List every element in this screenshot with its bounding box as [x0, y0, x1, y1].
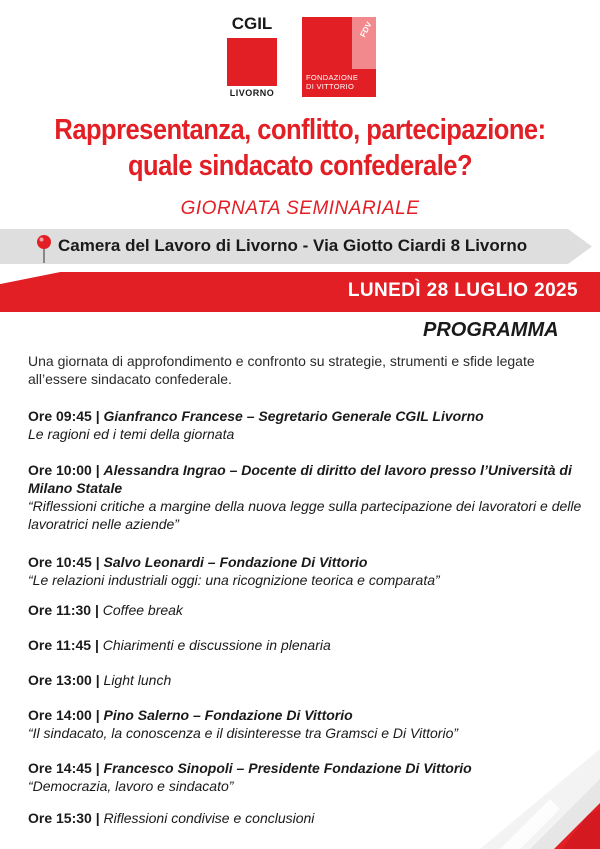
page-title-line2: quale sindacato confederale? [127, 150, 473, 182]
schedule-entry: Ore 14:00 | Pino Salerno – Fondazione Di Vittorio “Il sindacato, la conoscenza e il disinteresse tra Gramsci e Di Vittorio” [28, 706, 588, 742]
schedule-entry: Ore 10:00 | Alessandra Ingrao – Docente di diritto del lavoro presso l’Università di Milano Statale “Riflessioni critiche a margine della nuova legge sulla partecipazione dei lavoratori e delle lavoratrici nelle aziende” [28, 461, 588, 533]
entry-description: Light lunch [103, 672, 172, 688]
decorative-corner [470, 739, 600, 849]
entry-description: “Democrazia, lavoro e sindacato” [28, 778, 234, 794]
entry-time: Ore 11:45 [28, 637, 92, 653]
cgil-logo-square [227, 38, 277, 86]
fdv-logo [302, 17, 376, 97]
programma-heading: PROGRAMMA [423, 319, 559, 341]
page-subtitle: GIORNATA SEMINARIALE [180, 198, 420, 219]
schedule-entry: Ore 14:45 | Francesco Sinopoli – Presidente Fondazione Di Vittorio “Democrazia, lavoro e sindacato” [28, 759, 588, 795]
fdv-logo-name-line2: DI VITTORIO [306, 82, 355, 91]
entry-speaker: Alessandra Ingrao – Docente di diritto del lavoro presso l’Università di Milano Statale [28, 462, 572, 496]
page-title-line1: Rappresentanza, conflitto, partecipazione: [54, 114, 546, 146]
entry-speaker: Francesco Sinopoli – Presidente Fondazione Di Vittorio [103, 760, 472, 776]
entry-description: Chiarimenti e discussione in plenaria [102, 637, 331, 653]
entry-time: Ore 14:00 [28, 707, 92, 723]
entry-speaker: Gianfranco Francese – Segretario Generale CGIL Livorno [103, 408, 484, 424]
entry-description: “Riflessioni critiche a margine della nuova legge sulla partecipazione dei lavoratori e delle lavoratrici nelle aziende” [28, 498, 582, 532]
entry-speaker: Salvo Leonardi – Fondazione Di Vittorio [103, 554, 368, 570]
entry-time: Ore 14:45 [28, 760, 92, 776]
schedule-entry: Ore 09:45 | Gianfranco Francese – Segretario Generale CGIL Livorno Le ragioni ed i temi della giornata [28, 407, 588, 443]
entry-description: Riflessioni condivise e conclusioni [103, 810, 315, 826]
entry-time: Ore 13:00 [28, 672, 92, 688]
entry-time: Ore 15:30 [28, 810, 92, 826]
schedule-entry: Ore 15:30 | Riflessioni condivise e conclusioni [28, 810, 315, 826]
location-text: Camera del Lavoro di Livorno - Via Giotto Ciardi 8 Livorno [58, 236, 528, 255]
entry-description: Coffee break [102, 602, 183, 618]
date-text: LUNEDÌ 28 LUGLIO 2025 [347, 280, 578, 301]
entry-time: Ore 10:00 [28, 462, 92, 478]
cgil-logo-city: LIVORNO [229, 88, 275, 98]
entry-time: Ore 11:30 [28, 602, 92, 618]
entry-description: “Le relazioni industriali oggi: una ricognizione teorica e comparata” [28, 572, 440, 588]
schedule-entry: Ore 10:45 | Salvo Leonardi – Fondazione Di Vittorio “Le relazioni industriali oggi: una ricognizione teorica e comparata” [28, 553, 588, 589]
map-pin-icon [35, 234, 53, 264]
fdv-logo-name [306, 73, 358, 91]
entry-description: “Il sindacato, la conoscenza e il disinteresse tra Gramsci e Di Vittorio” [28, 725, 459, 741]
page-title [36, 112, 564, 184]
fdv-logo-mark: FDV [358, 20, 374, 39]
entry-time: Ore 09:45 [28, 408, 92, 424]
intro-text: Una giornata di approfondimento e confronto su strategie, strumenti e sfide legate all’essere sindacato confederale. [28, 353, 535, 387]
schedule-entry: Ore 11:30 | Coffee break [28, 602, 183, 618]
cgil-logo-name: CGIL [231, 14, 273, 33]
schedule-entry: Ore 13:00 | Light lunch [28, 672, 172, 688]
fdv-logo-name-line1: FONDAZIONE [306, 73, 359, 82]
entry-speaker: Pino Salerno – Fondazione Di Vittorio [103, 707, 353, 723]
schedule-entry: Ore 11:45 | Chiarimenti e discussione in plenaria [28, 637, 331, 653]
cgil-logo [221, 12, 283, 100]
entry-time: Ore 10:45 [28, 554, 92, 570]
entry-description: Le ragioni ed i temi della giornata [28, 426, 235, 442]
